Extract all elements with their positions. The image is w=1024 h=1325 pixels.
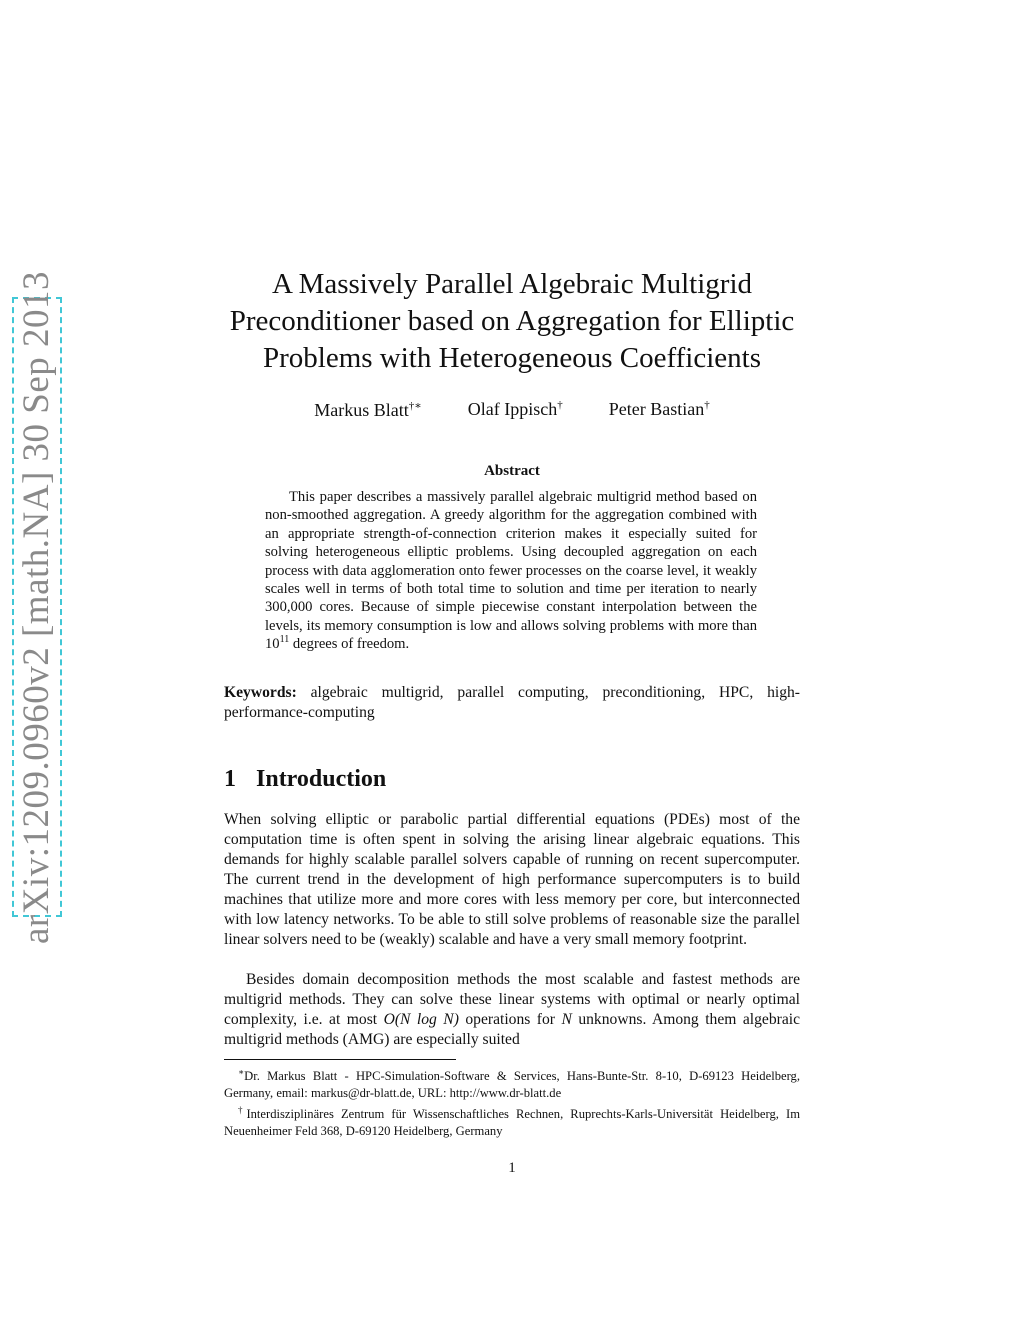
paragraph-text: unknowns. Among them algebraic multigrid methods (AMG) are especially suited — [224, 1011, 800, 1048]
page-number: 1 — [508, 1160, 516, 1176]
footnote-rule — [224, 1059, 456, 1060]
abstract-text — [265, 488, 757, 654]
title-line-1: A Massively Parallel Algebraic Multigrid — [271, 268, 753, 300]
footnote — [224, 1064, 800, 1101]
title-line-3: Problems with Heterogeneous Coefficients — [263, 342, 761, 374]
section-title: Introduction — [256, 766, 387, 792]
arxiv-stamp — [12, 270, 62, 944]
abstract-heading: Abstract — [484, 463, 540, 479]
author-name: Peter Bastian — [608, 399, 705, 419]
abstract-text-part: This paper describes a massively parallel algebraic multigrid method based on non-smoothed aggregation. A greedy algorithm for the aggregation combined with an appropriate strength-of-connection criterion makes it especially suited for solving heterogeneous elliptic problems. Using decoupled aggregation on each process with data agglomeration onto fewer processes on the coarse level, it weakly scales well in terms of both total time to solution and time per iteration to nearly 300,000 cores. Because of simple piecewise constant interpolation between the levels, its memory consumption is low and allows solving problems with more than 10 — [265, 489, 757, 653]
keywords — [224, 683, 800, 723]
title-line-2: Preconditioner based on Aggregation for Elliptic — [229, 305, 795, 337]
keywords-label: Keywords: — [224, 684, 297, 701]
author-name: Olaf Ippisch — [467, 399, 558, 419]
author-affiliation-mark: †∗ — [408, 400, 422, 412]
author — [609, 399, 710, 421]
footnote — [224, 1102, 800, 1139]
math-expression: O(N log N) — [383, 1011, 459, 1028]
abstract-exponent: 11 — [279, 634, 290, 646]
footnotes — [224, 1064, 800, 1140]
footnote-mark: ∗ — [238, 1067, 245, 1077]
author-list — [224, 399, 800, 421]
author-name: Markus Blatt — [314, 400, 409, 420]
paper-title — [190, 266, 834, 377]
intro-paragraph-2 — [224, 970, 800, 1050]
paragraph-text: Besides domain decomposition methods the most scalable and fastest methods are multigrid methods. They can solve these linear systems with optimal or nearly optimal complexity, i.e. at most — [224, 971, 800, 1028]
footnote-text: Interdisziplinäres Zentrum für Wissenschaftliches Rechnen, Ruprechts-Karls-Universität Heidelberg, Im Neuenheimer Feld 368, D-69120 Heidelberg, Germany — [224, 1107, 800, 1138]
author — [314, 399, 421, 421]
author — [468, 399, 563, 421]
footnote-text: Dr. Markus Blatt - HPC-Simulation-Software & Services, Hans-Bunte-Str. 8-10, D-69123 Heidelberg, Germany, email: markus@dr-blatt.de, URL: http://www.dr-blatt.de — [224, 1069, 800, 1100]
keywords-text: algebraic multigrid, parallel computing, preconditioning, HPC, high-performance-computing — [224, 684, 800, 721]
author-affiliation-mark: † — [557, 399, 563, 411]
section-heading — [224, 766, 800, 793]
intro-paragraph-1: When solving elliptic or parabolic partial differential equations (PDEs) most of the computation time is often spent in solving the arising linear algebraic equations. This demands for highly scalable parallel solvers capable of running on recent supercomputer. The current trend in the development of high performance supercomputers is to build machines that utilize more and more cores with less memory per core, but interconnected with low latency networks. To be able to still solve problems of reasonable size the parallel linear solvers need to be (weakly) scalable and have a very small memory footprint. — [224, 811, 800, 948]
footnote-mark: † — [238, 1105, 247, 1115]
paragraph-text: operations for — [458, 1011, 562, 1028]
abstract-text-part: degrees of freedom. — [289, 636, 410, 653]
math-expression: N — [561, 1011, 572, 1028]
section-number: 1 — [224, 766, 236, 792]
arxiv-stamp-text: arXiv:1209.0960v2 [math.NA] 30 Sep 2013 — [16, 270, 58, 944]
author-affiliation-mark: † — [704, 399, 710, 411]
